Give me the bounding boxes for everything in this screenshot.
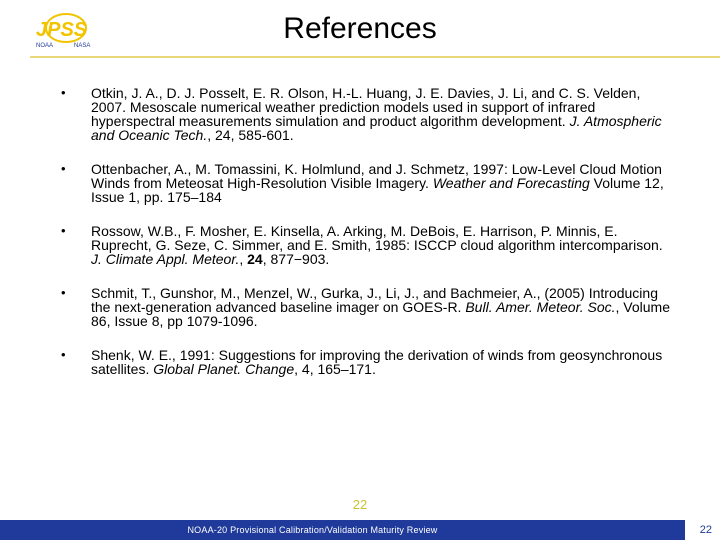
reference-tail: Volume 12, Issue 1, pp. 175–184: [91, 175, 664, 205]
title-divider: [30, 56, 720, 58]
reference-item: [55, 286, 675, 328]
reference-text: Rossow, W.B., F. Mosher, E. Kinsella, A. Arking, M. DeBois, E. Harrison, P. Minnis, E. Ruprecht, G. Seze, C. Simmer, and E. Smith, 1985: ISCCP cloud algorithm intercomparison.: [91, 223, 663, 253]
bullet: •: [61, 347, 66, 362]
reference-journal: J. Climate Appl. Meteor.: [91, 251, 240, 267]
reference-item: • Rossow, W.B., F. Mosher, E. Kinsella, A. Arking, M. DeBois, E. Harrison, P. Minnis, E. Ruprecht, G. Seze, C. Simmer, and E. Smith, 1985: ISCCP cloud algorithm intercomparison. J. Climate Appl. Meteor., 24, 877−903.: [61, 223, 663, 267]
reference-tail: , 24, 585-601.: [207, 127, 294, 143]
logo-sub-left: NOAA: [36, 43, 54, 49]
footer: [0, 520, 720, 540]
reference-journal: J. Atmospheric and Oceanic Tech.: [91, 113, 662, 143]
bullet: •: [61, 85, 66, 100]
bullet: •: [61, 223, 66, 238]
reference-list: [55, 86, 675, 396]
logo-sub-right: NASA: [74, 43, 91, 49]
reference-item: [55, 348, 675, 376]
reference-item: [55, 86, 675, 142]
reference-tail: , Volume 86, Issue 8, pp 1079-1096.: [91, 299, 670, 329]
reference-item: [55, 162, 675, 204]
reference-text: Shenk, W. E., 1991: Suggestions for improving the derivation of winds from geosynchronous satellites.: [91, 347, 663, 377]
page-title: References: [283, 12, 437, 45]
reference-volume: 24: [247, 251, 263, 267]
reference-journal: Weather and Forecasting: [432, 175, 590, 191]
reference-text: Schmit, T., Gunshor, M., Menzel, W., Gurka, J., Li, J., and Bachmeier, A., (2005) Introducing the next-generation advanced baseline imager on GOES-R.: [91, 285, 658, 315]
footer-text: NOAA-20 Provisional Calibration/Validation Maturity Review: [187, 525, 438, 535]
reference-journal: Bull. Amer. Meteor. Soc.: [465, 299, 616, 315]
bullet: •: [61, 161, 66, 176]
logo-text: JPSS: [36, 19, 88, 41]
footer-page-number: 22: [699, 524, 712, 536]
reference-tail: , 4, 165–171.: [294, 361, 376, 377]
reference-journal: Global Planet. Change: [153, 361, 295, 377]
slide-number-center: 22: [352, 497, 368, 512]
reference-text: Otkin, J. A., D. J. Posselt, E. R. Olson, H.-L. Huang, J. E. Davies, J. Li, and C. S. Velden, 2007. Mesoscale numerical weather prediction models used in support of infrared hyperspectral measurements simulation and product algorithm development.: [91, 85, 641, 129]
bullet: •: [61, 285, 66, 300]
reference-tail: , 877−903.: [262, 251, 330, 267]
footer-bar: [0, 520, 685, 540]
reference-text: Ottenbacher, A., M. Tomassini, K. Holmlund, and J. Schmetz, 1997: Low-Level Cloud Motion Winds from Meteosat High-Resolution Visible Imagery.: [91, 161, 662, 191]
